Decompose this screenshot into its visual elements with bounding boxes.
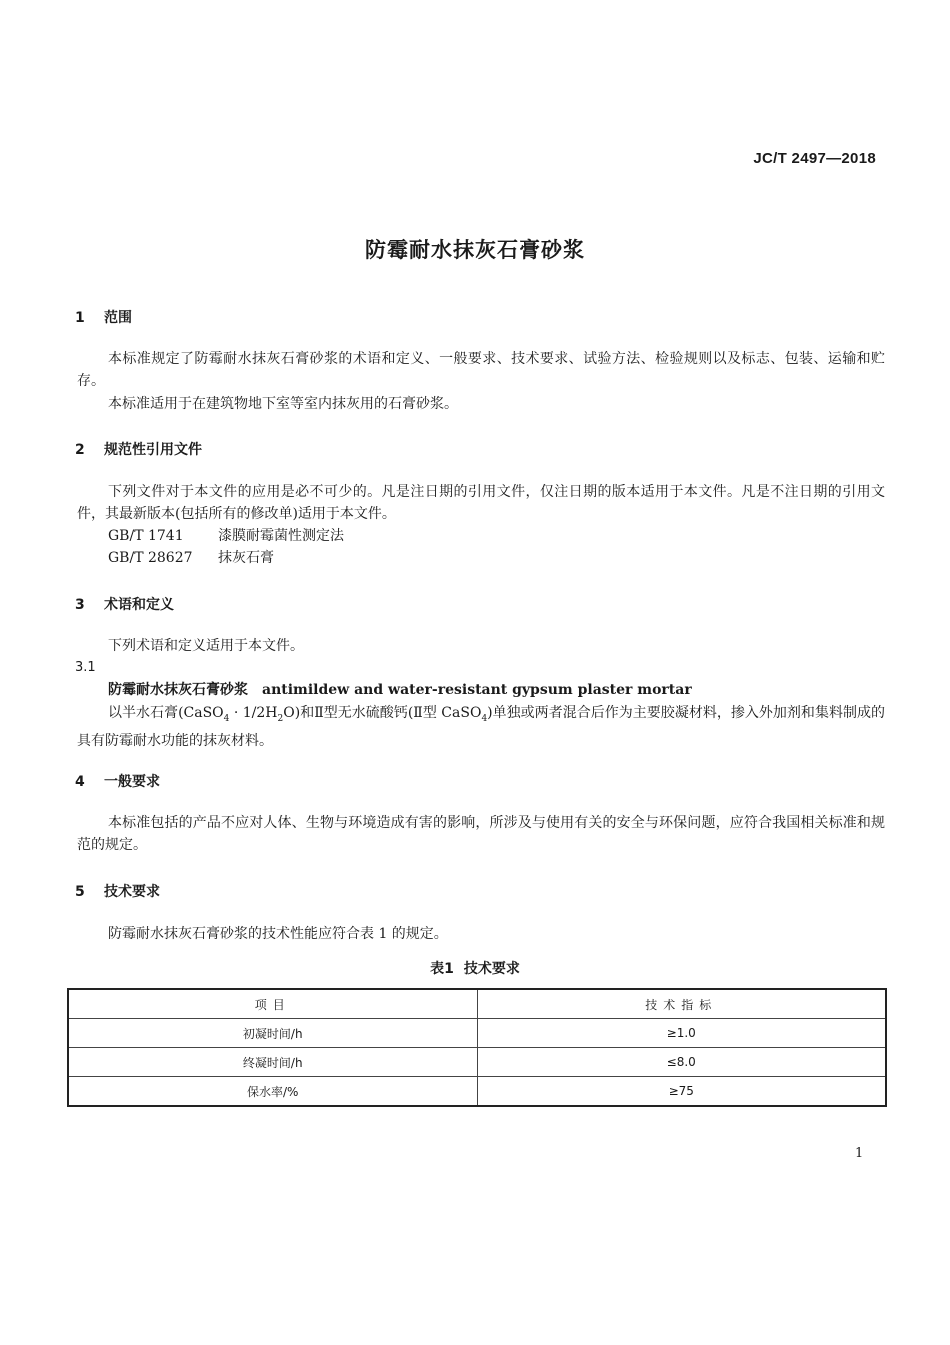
section-title: 术语和定义 (104, 597, 174, 613)
page-title: 防霉耐水抹灰石膏砂浆 (365, 238, 585, 262)
table-row (68, 1077, 886, 1107)
doc-number: JC/T 2497—2018 (753, 150, 876, 167)
technical-requirements-table (67, 988, 887, 1107)
general-requirements-paragraph: 本标准包括的产品不应对人体、生物与环境造成有害的影响，所涉及与使用有关的安全与环保问题，应符合我国相关标准和规范的规定。 (77, 815, 885, 853)
table-cell: ≥75 (477, 1077, 886, 1107)
table-cell: ≤8.0 (477, 1048, 886, 1077)
table-caption (0, 958, 950, 978)
table-caption-number: 表1 (430, 961, 454, 977)
section-number: 3 (75, 597, 85, 613)
subscript: 2 (277, 713, 284, 724)
section-title: 一般要求 (104, 774, 160, 790)
term-chinese: 防霉耐水抹灰石膏砂浆 (108, 682, 248, 698)
definition-text: 以半水石膏(CaSO (108, 705, 224, 721)
section-2-heading (75, 439, 202, 459)
page-number: 1 (855, 1146, 864, 1161)
technical-requirements-paragraph: 防霉耐水抹灰石膏砂浆的技术性能应符合表 1 的规定。 (108, 926, 448, 942)
section-number: 4 (75, 774, 85, 790)
definition-text: )单独或两者混合后作为主要胶凝材料，掺入外加剂和集料制成的具有防霉耐水功能的抹灰材料。 (77, 705, 885, 749)
section-title: 范围 (104, 310, 132, 326)
reference-code: GB/T 1741 (108, 528, 184, 544)
section-1-heading (75, 307, 132, 327)
term-english: antimildew and water-resistant gypsum plaster mortar (262, 682, 692, 698)
table-header-row (68, 989, 886, 1019)
definition-text: O)和Ⅱ型无水硫酸钙(Ⅱ型 CaSO (283, 705, 482, 721)
term-definition (77, 702, 885, 752)
subsection-number: 3.1 (75, 660, 96, 675)
scope-paragraph-2: 本标准适用于在建筑物地下室等室内抹灰用的石膏砂浆。 (108, 396, 458, 412)
table-cell: 保水率/% (68, 1077, 477, 1107)
definition-text: · 1/2H (229, 705, 278, 721)
reference-code: GB/T 28627 (108, 550, 193, 566)
table-header-cell: 项目 (68, 989, 477, 1019)
scope-paragraph-1: 本标准规定了防霉耐水抹灰石膏砂浆的术语和定义、一般要求、技术要求、试验方法、检验规则以及标志、包装、运输和贮存。 (77, 351, 885, 389)
terms-intro: 下列术语和定义适用于本文件。 (108, 638, 304, 654)
reference-item (108, 525, 344, 547)
table-cell: 终凝时间/h (68, 1048, 477, 1077)
table-cell: 初凝时间/h (68, 1019, 477, 1048)
table-row (68, 1048, 886, 1077)
section-number: 2 (75, 442, 85, 458)
section-3-heading (75, 594, 174, 614)
subscript: 4 (481, 713, 488, 724)
section-5-heading (75, 881, 160, 901)
table-caption-title: 技术要求 (463, 961, 520, 977)
subscript: 4 (223, 713, 230, 724)
table-cell: ≥1.0 (477, 1019, 886, 1048)
reference-item (108, 547, 274, 569)
section-number: 1 (75, 310, 85, 326)
section-title: 技术要求 (104, 884, 160, 900)
references-paragraph: 下列文件对于本文件的应用是必不可少的。凡是注日期的引用文件，仅注日期的版本适用于本文件。凡是不注日期的引用文件，其最新版本(包括所有的修改单)适用于本文件。 (77, 484, 885, 522)
reference-name: 抹灰石膏 (218, 550, 274, 566)
table-header-cell: 技术指标 (477, 989, 886, 1019)
section-number: 5 (75, 884, 85, 900)
reference-name: 漆膜耐霉菌性测定法 (218, 528, 344, 544)
section-4-heading (75, 771, 160, 791)
table-row (68, 1019, 886, 1048)
section-title: 规范性引用文件 (104, 442, 202, 458)
term-entry (108, 679, 692, 701)
